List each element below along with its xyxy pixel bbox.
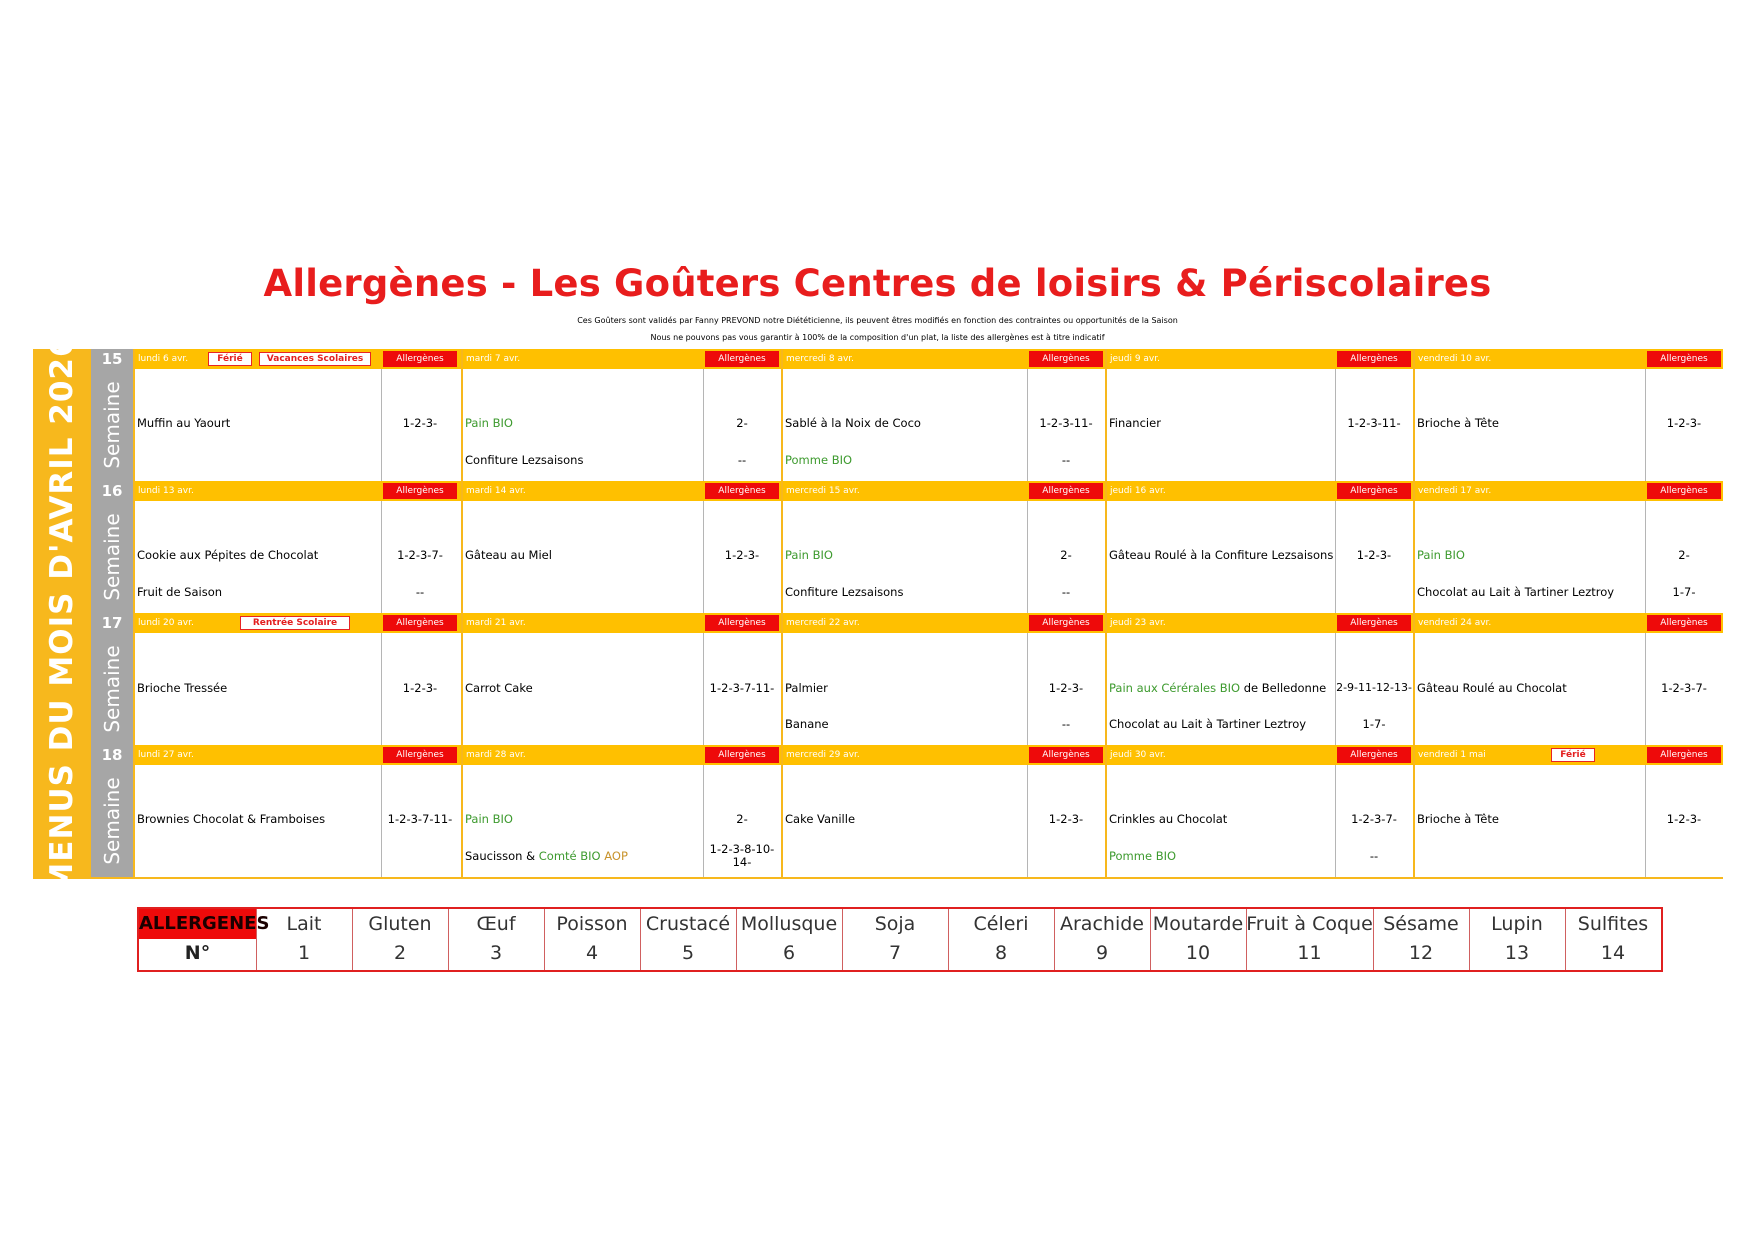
day-date: jeudi 16 avr.: [1110, 486, 1166, 496]
allergen-header: Allergènes: [705, 483, 779, 499]
dish-name: Financier: [1109, 416, 1161, 430]
holiday-badge: Férié: [208, 352, 252, 366]
legend-item: [448, 909, 545, 970]
allergen-name: Soja: [874, 913, 916, 935]
day-header: [463, 745, 781, 765]
allergen-codes: 1-2-3-11-: [1039, 416, 1093, 430]
allergen-codes: 2-: [1060, 548, 1072, 562]
allergen-codes: 1-7-: [1672, 585, 1696, 599]
allergen-number: 9: [1095, 942, 1109, 964]
dish-name: Confiture Lezsaisons: [465, 453, 584, 467]
legend-item: [1565, 909, 1661, 970]
dish-name: Sablé à la Noix de Coco: [785, 416, 921, 430]
allergen-number: 10: [1185, 942, 1211, 964]
allergen-codes: 1-2-3-7-11-: [709, 681, 775, 695]
allergen-header: Allergènes: [383, 483, 457, 499]
allergen-header: Allergènes: [705, 747, 779, 763]
allergen-codes: 1-2-3-: [1666, 416, 1702, 430]
allergen-header: Allergènes: [1029, 351, 1103, 367]
dish-name: Pain BIO: [465, 416, 513, 430]
allergen-number: 13: [1504, 942, 1530, 964]
dish-name: Chocolat au Lait à Tartiner Leztroy: [1417, 585, 1615, 599]
week-label: Semaine: [100, 381, 124, 469]
allergen-header: Allergènes: [1337, 351, 1411, 367]
legend-item: [1246, 909, 1374, 970]
allergen-codes: 1-2-3-7-: [1661, 681, 1707, 695]
dish-name: Pain BIO: [1417, 548, 1465, 562]
allergen-codes: --: [1061, 453, 1071, 467]
allergen-header: Allergènes: [1029, 615, 1103, 631]
day-date: mercredi 15 avr.: [786, 486, 860, 496]
allergen-name: Lupin: [1491, 913, 1543, 935]
allergen-codes: 1-2-3-: [1048, 812, 1084, 826]
day-cell: [135, 481, 461, 613]
allergen-codes: --: [1369, 849, 1379, 863]
dietitian-note: Ces Goûters sont validés par Fanny PREVOND notre Diététicienne, ils peuvent êtres modifiés en fonction des contraintes ou opportunités de la Saison: [577, 316, 1178, 325]
day-header: [135, 481, 461, 501]
day-header: [1107, 745, 1413, 765]
allergen-header: Allergènes: [383, 351, 457, 367]
week-number: 18: [101, 746, 123, 764]
allergen-codes: 1-2-3-: [1048, 681, 1084, 695]
day-date: jeudi 30 avr.: [1110, 750, 1166, 760]
day-cell: [463, 745, 781, 877]
dish-name-part: Saucisson &: [465, 849, 539, 863]
day-date: vendredi 24 avr.: [1418, 618, 1492, 628]
day-cell: [783, 349, 1105, 481]
allergen-header: Allergènes: [1337, 615, 1411, 631]
legend-item: [1469, 909, 1566, 970]
allergen-codes: 1-2-3-11-: [1347, 416, 1401, 430]
allergen-name: Arachide: [1060, 913, 1144, 935]
day-header: [463, 613, 781, 633]
allergen-name: Moutarde: [1152, 913, 1244, 935]
allergen-header: Allergènes: [1337, 747, 1411, 763]
dish-name: [1109, 681, 1326, 695]
day-date: mardi 14 avr.: [466, 486, 526, 496]
day-header: [463, 349, 781, 369]
page-title: Allergènes - Les Goûters Centres de loisirs & Périscolaires: [263, 262, 1492, 305]
allergen-legend: [137, 907, 1663, 972]
dish-name: Cookie aux Pépites de Chocolat: [137, 548, 319, 562]
allergen-number: 1: [297, 942, 311, 964]
day-cell: [1107, 349, 1413, 481]
dish-name-bio: Comté BIO: [538, 849, 601, 863]
allergen-name: Sésame: [1383, 913, 1459, 935]
allergen-codes: --: [1061, 585, 1071, 599]
day-date: vendredi 1 mai: [1418, 750, 1486, 760]
dish-name: Confiture Lezsaisons: [785, 585, 904, 599]
dish-name: Brioche Tressée: [137, 681, 228, 695]
allergen-header: Allergènes: [383, 615, 457, 631]
legend-item: [544, 909, 641, 970]
dish-name: [465, 849, 628, 863]
day-cell: [1415, 613, 1723, 745]
dish-name-aop: AOP: [600, 849, 628, 863]
day-cell: [135, 613, 461, 745]
dish-name: Palmier: [785, 681, 828, 695]
dish-name: Cake Vanille: [785, 812, 856, 826]
legend-item: [640, 909, 737, 970]
week-column: [91, 481, 133, 613]
day-header: [1107, 613, 1413, 633]
allergen-number: 8: [994, 942, 1008, 964]
legend-header-number: N°: [184, 942, 211, 964]
week-label: Semaine: [100, 513, 124, 601]
allergen-header: Allergènes: [1647, 483, 1721, 499]
dish-name: Brownies Chocolat & Framboises: [137, 812, 326, 826]
day-date: mardi 28 avr.: [466, 750, 526, 760]
allergen-header: Allergènes: [705, 615, 779, 631]
day-date: mardi 7 avr.: [466, 354, 521, 364]
back-to-school-badge: Rentrée Scolaire: [240, 616, 350, 630]
allergen-name: Gluten: [368, 913, 432, 935]
day-cell: [1415, 349, 1723, 481]
week-row: [91, 349, 1723, 481]
day-cell: [463, 613, 781, 745]
legend-header-cell: [139, 909, 270, 970]
allergen-name: Mollusque: [740, 913, 838, 935]
day-date: vendredi 10 avr.: [1418, 354, 1492, 364]
day-header: [1415, 481, 1723, 501]
day-header: [783, 613, 1105, 633]
day-date: lundi 13 avr.: [138, 486, 194, 496]
dish-name-bio: Pain aux Cérérales BIO: [1109, 681, 1241, 695]
dish-name: Pain BIO: [785, 548, 833, 562]
legend-item: [1150, 909, 1247, 970]
week-column: [91, 349, 133, 481]
legend-item: [948, 909, 1055, 970]
allergen-codes: 1-2-3-7-: [1351, 812, 1397, 826]
month-band: [33, 334, 91, 894]
allergen-codes: 2-: [1678, 548, 1690, 562]
allergen-name: Crustacé: [645, 913, 731, 935]
week-row: [91, 481, 1723, 613]
dish-name: Crinkles au Chocolat: [1109, 812, 1228, 826]
day-cell: [463, 349, 781, 481]
week-column: [91, 613, 133, 745]
day-header: [135, 349, 461, 369]
allergen-header: Allergènes: [1647, 615, 1721, 631]
dish-name: Pain BIO: [465, 812, 513, 826]
week-number: 16: [101, 482, 123, 500]
dish-name: Brioche à Tête: [1417, 812, 1499, 826]
dish-name: Banane: [785, 717, 829, 731]
day-cell: [463, 481, 781, 613]
week-label: Semaine: [100, 777, 124, 865]
day-date: lundi 6 avr.: [138, 354, 189, 364]
day-header: [1415, 613, 1723, 633]
dish-name: Muffin au Yaourt: [137, 416, 231, 430]
day-cell: [1415, 745, 1723, 877]
legend-item: [1373, 909, 1470, 970]
allergen-header: Allergènes: [705, 351, 779, 367]
dish-name: Fruit de Saison: [137, 585, 223, 599]
week-row: [91, 613, 1723, 745]
day-header: [1415, 745, 1723, 765]
day-cell: [1107, 745, 1413, 877]
week-label: Semaine: [100, 645, 124, 733]
dish-name: Gâteau Roulé à la Confiture Lezsaisons: [1109, 548, 1334, 562]
day-header: [1107, 481, 1413, 501]
dish-name: Chocolat au Lait à Tartiner Leztroy: [1109, 717, 1307, 731]
allergen-header: Allergènes: [383, 747, 457, 763]
allergen-name: Sulfites: [1577, 913, 1649, 935]
dish-name: Pomme BIO: [1109, 849, 1177, 863]
allergen-header: Allergènes: [1029, 483, 1103, 499]
day-date: jeudi 23 avr.: [1110, 618, 1166, 628]
allergen-codes: 1-2-3-: [402, 416, 438, 430]
allergen-codes: --: [737, 453, 747, 467]
day-cell: [783, 613, 1105, 745]
allergen-header: Allergènes: [1647, 747, 1721, 763]
allergen-number: 11: [1297, 942, 1322, 964]
allergen-number: 6: [782, 942, 796, 964]
allergen-number: 5: [681, 942, 695, 964]
week-number: 15: [101, 350, 123, 368]
day-header: [1415, 349, 1723, 369]
day-cell: [783, 745, 1105, 877]
day-header: [783, 745, 1105, 765]
day-cell: [1415, 481, 1723, 613]
day-header: [783, 481, 1105, 501]
legend-item: [842, 909, 949, 970]
disclaimer-note: Nous ne pouvons pas vous garantir à 100% de la composition d'un plat, la liste des allergènes est à titre indicatif: [650, 333, 1105, 342]
allergen-number: 7: [888, 942, 902, 964]
allergen-header: Allergènes: [1337, 483, 1411, 499]
allergen-codes: 1-2-3-: [402, 681, 438, 695]
day-cell: [135, 745, 461, 877]
allergen-codes: 1-2-3-7-: [397, 548, 443, 562]
allergen-codes: --: [415, 585, 425, 599]
allergen-codes: 1-2-3-: [1666, 812, 1702, 826]
legend-item: [352, 909, 449, 970]
week-row: [91, 745, 1723, 877]
allergen-header: Allergènes: [1647, 351, 1721, 367]
dish-name: Pomme BIO: [785, 453, 853, 467]
legend-item: [1054, 909, 1151, 970]
day-cell: [783, 481, 1105, 613]
school-holidays-badge: Vacances Scolaires: [259, 352, 371, 366]
dish-name: Carrot Cake: [465, 681, 533, 695]
week-number: 17: [101, 614, 123, 632]
dish-name: Gâteau au Miel: [465, 548, 552, 562]
allergen-name: Lait: [286, 913, 322, 935]
day-date: lundi 20 avr.: [138, 618, 194, 628]
day-date: mardi 21 avr.: [466, 618, 526, 628]
allergen-number: 2: [393, 942, 407, 964]
day-cell: [1107, 613, 1413, 745]
day-header: [783, 349, 1105, 369]
allergen-codes: 2-: [736, 416, 748, 430]
day-date: jeudi 9 avr.: [1110, 354, 1160, 364]
dish-name: Gâteau Roulé au Chocolat: [1417, 681, 1567, 695]
allergen-number: 3: [489, 942, 503, 964]
allergen-name: Poisson: [556, 913, 628, 935]
allergen-name: Fruit à Coque: [1246, 913, 1373, 935]
legend-header-title: ALLERGENES: [139, 909, 256, 939]
day-date: lundi 27 avr.: [138, 750, 194, 760]
allergen-name: Œuf: [476, 913, 516, 935]
day-cell: [1107, 481, 1413, 613]
week-column: [91, 745, 133, 877]
legend-item: [736, 909, 843, 970]
day-date: mercredi 8 avr.: [786, 354, 855, 364]
allergen-codes: 1-2-3-8-10-14-: [709, 842, 775, 869]
day-header: [1107, 349, 1413, 369]
day-header: [135, 613, 461, 633]
allergen-codes: 1-7-: [1362, 717, 1386, 731]
day-date: mercredi 29 avr.: [786, 750, 860, 760]
allergen-name: Céleri: [973, 913, 1029, 935]
allergen-number: 12: [1408, 942, 1434, 964]
allergen-number: 4: [585, 942, 599, 964]
allergen-codes: 1-2-3-7-11-: [387, 812, 453, 826]
day-date: vendredi 17 avr.: [1418, 486, 1492, 496]
day-cell: [135, 349, 461, 481]
legend-item: [256, 909, 353, 970]
day-header: [463, 481, 781, 501]
day-date: mercredi 22 avr.: [786, 618, 860, 628]
holiday-badge: Férié: [1551, 748, 1595, 762]
dish-name: Brioche à Tête: [1417, 416, 1499, 430]
allergen-header: Allergènes: [1029, 747, 1103, 763]
allergen-number: 14: [1600, 942, 1626, 964]
day-header: [135, 745, 461, 765]
allergen-codes: 2-9-11-12-13-: [1336, 681, 1412, 694]
month-label: MENUS DU MOIS D'AVRIL 2026: [44, 334, 80, 894]
dish-name-origin: de Belledonne: [1240, 681, 1327, 695]
allergen-codes: 1-2-3-: [1356, 548, 1392, 562]
allergen-codes: 1-2-3-: [724, 548, 760, 562]
allergen-codes: 2-: [736, 812, 748, 826]
allergen-codes: --: [1061, 717, 1071, 731]
